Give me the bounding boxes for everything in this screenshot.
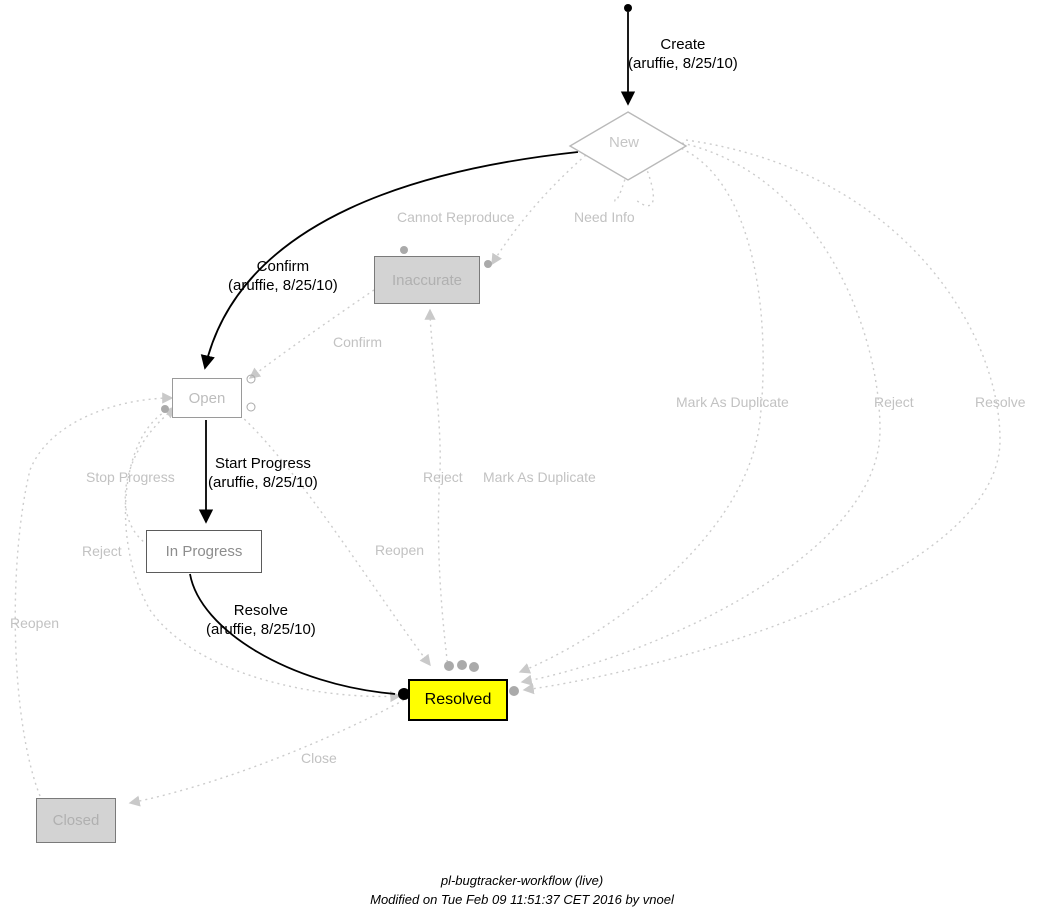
edge-label-resolve-new: Resolve xyxy=(975,394,1026,410)
node-inaccurate[interactable] xyxy=(374,256,480,304)
edge-label-resolve-active-detail: (aruffie, 8/25/10) xyxy=(206,620,316,638)
edge-label-create-detail: (aruffie, 8/25/10) xyxy=(628,54,738,72)
edge-label-reject-open-2: Reject xyxy=(82,543,122,559)
node-open[interactable] xyxy=(172,378,242,418)
edge-label-reject-open: Reject xyxy=(423,469,463,485)
node-inaccurate-label: Inaccurate xyxy=(391,271,463,289)
node-in-progress-label: In Progress xyxy=(165,543,243,560)
node-new-label: New xyxy=(609,134,640,151)
node-resolved[interactable] xyxy=(408,679,508,721)
edge-label-confirm-inactive: Confirm xyxy=(333,334,383,350)
node-in-progress[interactable] xyxy=(146,530,262,573)
edge-label-reject-new: Reject xyxy=(874,394,914,410)
edge-label-cannot-reproduce: Cannot Reproduce xyxy=(397,209,515,225)
node-closed[interactable] xyxy=(36,798,116,843)
edge-label-confirm-active-detail: (aruffie, 8/25/10) xyxy=(228,276,338,294)
edge-label-create-name: Create xyxy=(660,36,706,53)
edge-label-create xyxy=(628,36,738,74)
edge-label-start-progress-detail: (aruffie, 8/25/10) xyxy=(208,473,318,491)
diagram-title: pl-bugtracker-workflow (live) xyxy=(440,873,604,888)
edge-label-need-info: Need Info xyxy=(574,209,635,225)
edge-label-mark-as-duplicate-open: Mark As Duplicate xyxy=(483,469,596,485)
node-closed-label: Closed xyxy=(52,812,100,829)
edge-label-confirm-active xyxy=(228,258,338,296)
edge-label-reopen-closed: Reopen xyxy=(10,615,60,631)
edge-label-confirm-active-name: Confirm xyxy=(256,258,310,275)
node-resolved-label: Resolved xyxy=(424,691,492,708)
diagram-modified: Modified on Tue Feb 09 11:51:37 CET 2016 by vnoel xyxy=(370,892,674,907)
edge-label-resolve-active xyxy=(206,602,316,640)
node-open-label: Open xyxy=(188,389,226,407)
edge-label-start-progress xyxy=(208,455,318,493)
edge-label-reopen-resolved: Reopen xyxy=(375,542,425,558)
edge-label-start-progress-name: Start Progress xyxy=(214,455,311,472)
edge-label-resolve-active-name: Resolve xyxy=(233,602,288,619)
edge-label-stop-progress: Stop Progress xyxy=(86,469,175,485)
active-edges xyxy=(190,4,632,700)
edge-label-mark-as-duplicate-new: Mark As Duplicate xyxy=(676,394,789,410)
edge-label-close: Close xyxy=(301,750,337,766)
